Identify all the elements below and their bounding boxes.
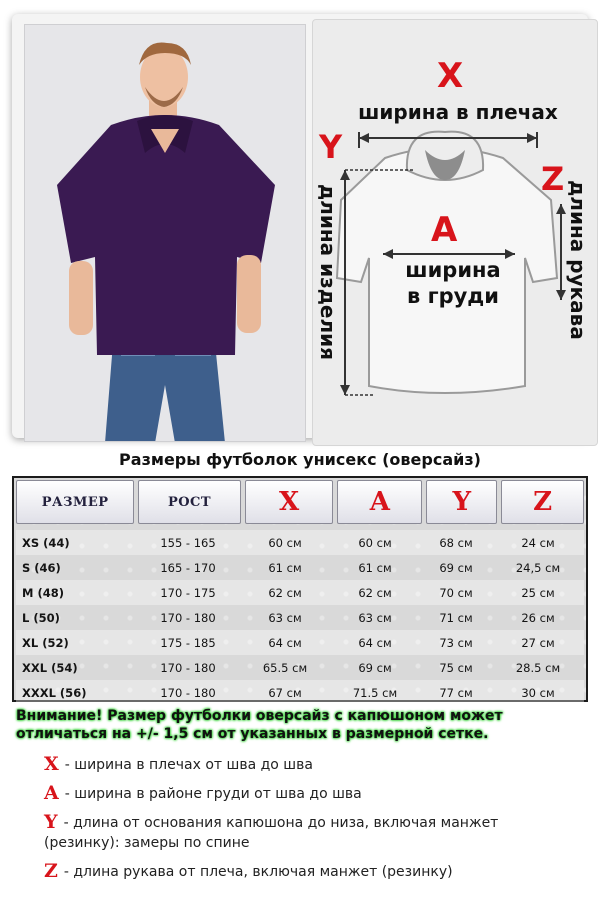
- cell-height: 175 - 185: [160, 635, 216, 650]
- legend-text: - длина рукава от плеча, включая манжет (резинку): [63, 864, 453, 880]
- header-height: РОСТ: [138, 480, 241, 524]
- measurement-diagram: [312, 19, 598, 446]
- cell-height: 165 - 170: [160, 560, 216, 575]
- cell-a: 63 см: [358, 610, 392, 625]
- cell-z: 30 см: [521, 685, 555, 700]
- legend-item-y: [44, 812, 564, 853]
- cell-height: 170 - 180: [160, 610, 216, 625]
- cell-y: 70 см: [439, 585, 473, 600]
- legend-letter: X: [44, 753, 59, 775]
- size-table: [12, 476, 588, 702]
- legend-text: - ширина в плечах от шва до шва: [64, 757, 313, 773]
- header-z: Z: [501, 480, 584, 524]
- label-y: Y: [319, 128, 343, 166]
- legend-letter: Y: [44, 811, 58, 833]
- cell-y: 69 см: [439, 560, 473, 575]
- cell-a: 64 см: [358, 635, 392, 650]
- legend-letter: Z: [44, 860, 58, 882]
- table-row: [16, 580, 584, 605]
- cell-z: 27 см: [521, 635, 555, 650]
- table-row: [16, 630, 584, 655]
- cell-z: 24,5 см: [515, 560, 561, 575]
- cell-a: 60 см: [358, 535, 392, 550]
- cell-size: L (50): [22, 610, 60, 625]
- cell-z: 25 см: [521, 585, 555, 600]
- legend-item-a: [44, 783, 564, 804]
- table-row: [16, 555, 584, 580]
- cell-x: 60 см: [268, 535, 302, 550]
- cell-y: 71 см: [439, 610, 473, 625]
- cell-x: 64 см: [268, 635, 302, 650]
- cell-a: 71.5 см: [352, 685, 398, 700]
- table-row: [16, 530, 584, 555]
- cell-x: 65.5 см: [262, 660, 308, 675]
- table-row: [16, 680, 584, 705]
- header-x: X: [245, 480, 334, 524]
- cell-size: S (46): [22, 560, 61, 575]
- label-z: Z: [541, 160, 565, 198]
- cell-x: 61 см: [268, 560, 302, 575]
- chest-label-line1: ширина: [405, 258, 501, 282]
- sleeve-length-label: длина рукава: [566, 180, 590, 340]
- cell-height: 155 - 165: [160, 535, 216, 550]
- cell-y: 73 см: [439, 635, 473, 650]
- model-photo: [24, 24, 306, 442]
- legend-text: - ширина в районе груди от шва до шва: [64, 786, 362, 802]
- product-image-card: [12, 14, 588, 438]
- cell-size: XL (52): [22, 635, 69, 650]
- page-title: Размеры футболок унисекс (оверсайз): [119, 450, 481, 469]
- cell-a: 69 см: [358, 660, 392, 675]
- header-y: Y: [426, 480, 497, 524]
- legend-letter: A: [44, 782, 59, 804]
- cell-a: 61 см: [358, 560, 392, 575]
- cell-height: 170 - 180: [160, 685, 216, 700]
- cell-y: 68 см: [439, 535, 473, 550]
- table-row: [16, 605, 584, 630]
- cell-height: 170 - 180: [160, 660, 216, 675]
- table-header-row: [16, 480, 584, 526]
- label-x: X: [437, 56, 464, 96]
- table-row: [16, 655, 584, 680]
- cell-x: 63 см: [268, 610, 302, 625]
- cell-y: 77 см: [439, 685, 473, 700]
- cell-y: 75 см: [439, 660, 473, 675]
- cell-height: 170 - 175: [160, 585, 216, 600]
- size-warning: Внимание! Размер футболки оверсайз с капюшоном может отличаться на +/- 1,5 см от указанных в размерной сетке.: [16, 708, 503, 742]
- legend-text: - длина от основания капюшона до низа, включая манжет (резинку): замеры по спине: [44, 815, 499, 851]
- legend-item-z: [44, 861, 564, 882]
- shoulder-width-label: ширина в плечах: [358, 100, 558, 124]
- measurement-legend: [44, 754, 564, 890]
- header-a: A: [337, 480, 422, 524]
- cell-z: 28.5 см: [515, 660, 561, 675]
- cell-size: XS (44): [22, 535, 70, 550]
- cell-size: XXL (54): [22, 660, 78, 675]
- cell-a: 62 см: [358, 585, 392, 600]
- label-a: A: [431, 210, 458, 250]
- garment-length-label: длина изделия: [316, 184, 340, 360]
- cell-z: 24 см: [521, 535, 555, 550]
- cell-size: XXXL (56): [22, 685, 87, 700]
- cell-x: 62 см: [268, 585, 302, 600]
- cell-x: 67 см: [268, 685, 302, 700]
- cell-size: M (48): [22, 585, 64, 600]
- chest-label-line2: в груди: [407, 284, 499, 308]
- table-body: [16, 530, 584, 705]
- header-size: РАЗМЕР: [16, 480, 134, 524]
- cell-z: 26 см: [521, 610, 555, 625]
- legend-item-x: [44, 754, 564, 775]
- model-illustration: [25, 25, 306, 442]
